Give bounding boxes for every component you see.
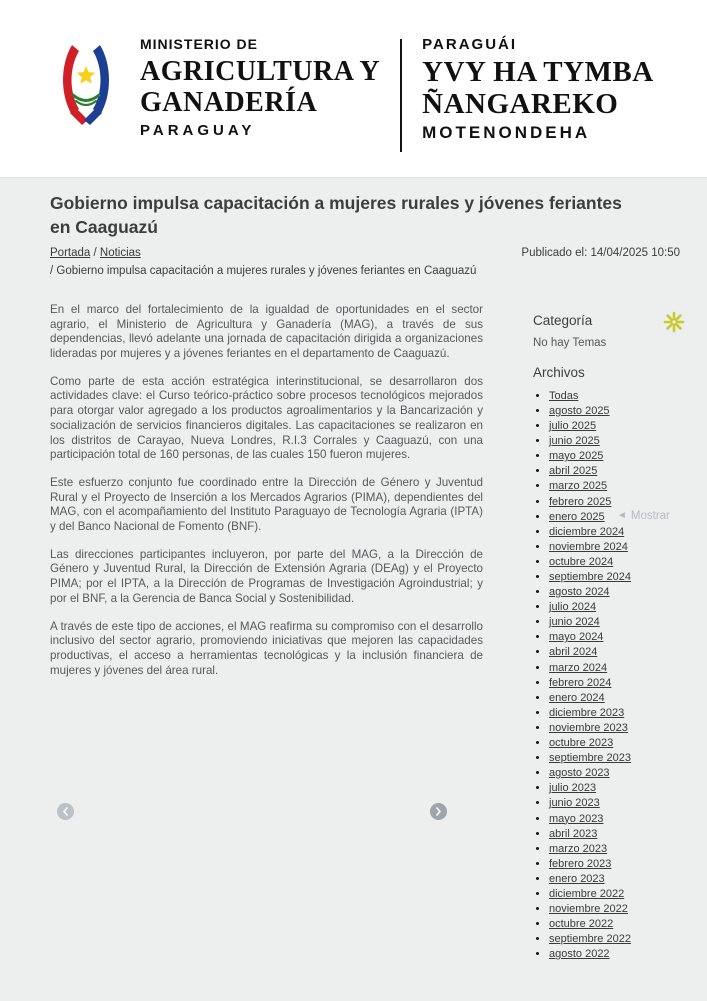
archive-link[interactable]: enero 2023 <box>549 872 605 885</box>
mostrar-tooltip <box>614 509 673 523</box>
archive-link[interactable]: agosto 2025 <box>549 404 610 417</box>
article-body <box>50 303 483 963</box>
header-divider <box>400 39 402 152</box>
archive-link[interactable]: marzo 2025 <box>549 480 608 493</box>
archive-link[interactable]: agosto 2023 <box>549 767 610 780</box>
ministry-name-line1: AGRICULTURA Y <box>140 56 381 87</box>
archive-item <box>549 479 680 494</box>
chevron-right-icon <box>435 807 442 816</box>
asterisk-icon <box>662 310 686 334</box>
archive-link[interactable]: junio 2023 <box>549 797 600 810</box>
archive-link[interactable]: octubre 2024 <box>549 555 614 568</box>
archive-link[interactable]: marzo 2023 <box>549 842 608 855</box>
archive-item <box>549 676 680 691</box>
breadcrumb-section-link[interactable]: Noticias <box>99 247 141 260</box>
archive-link[interactable]: septiembre 2022 <box>549 933 631 946</box>
breadcrumb-separator: / <box>93 247 97 260</box>
category-empty-text: No hay Temas <box>533 336 607 349</box>
archive-item <box>549 691 680 706</box>
archive-item <box>549 630 680 645</box>
breadcrumb-current-label: Gobierno impulsa capacitación a mujeres rurales y jóvenes feriantes en Caaguazú <box>56 265 477 278</box>
content-columns <box>50 303 680 963</box>
archive-link[interactable]: abril 2025 <box>549 465 598 478</box>
chevron-left-icon <box>62 807 69 816</box>
archive-link[interactable]: noviembre 2024 <box>549 540 628 553</box>
archive-item <box>549 827 680 842</box>
tooltip-label: Mostrar <box>630 510 670 522</box>
archive-link[interactable]: junio 2025 <box>549 435 600 448</box>
archive-item <box>549 495 680 510</box>
archive-link[interactable]: abril 2024 <box>549 646 598 659</box>
archive-link[interactable]: febrero 2024 <box>549 676 612 689</box>
archive-item <box>549 464 680 479</box>
breadcrumb-first-line <box>50 247 141 259</box>
archive-item <box>549 615 680 630</box>
coat-of-arms-logo <box>56 38 116 132</box>
archive-link[interactable]: septiembre 2023 <box>549 752 631 765</box>
archive-item <box>549 706 680 721</box>
archive-link[interactable]: diciembre 2024 <box>549 525 625 538</box>
accessibility-widget-button[interactable] <box>662 310 686 334</box>
article-paragraph: A través de este tipo de acciones, el MAG reafirma su compromiso con el desarrollo inclusivo del sector agrario, promoviendo iniciativas que mejoren las capacidades productivas, el acceso a herramientas tecnológicas y la inclusión financiera de mujeres y jóvenes del área rural. <box>50 619 483 677</box>
archive-link[interactable]: junio 2024 <box>549 616 600 629</box>
archive-link[interactable]: agosto 2024 <box>549 586 610 599</box>
archive-link[interactable]: octubre 2022 <box>549 918 614 931</box>
archive-item <box>549 525 680 540</box>
archive-link[interactable]: Todas <box>549 389 579 402</box>
archive-item <box>549 917 680 932</box>
archive-link[interactable]: febrero 2023 <box>549 857 612 870</box>
archive-item <box>549 857 680 872</box>
archives-list <box>533 389 680 963</box>
archive-link[interactable]: octubre 2023 <box>549 737 614 750</box>
article-paragraphs <box>50 303 483 678</box>
archive-item <box>549 736 680 751</box>
archive-link[interactable]: febrero 2025 <box>549 495 612 508</box>
breadcrumb-home-link[interactable]: Portada <box>50 247 91 260</box>
archive-link[interactable]: septiembre 2024 <box>549 571 631 583</box>
archive-link[interactable]: noviembre 2022 <box>549 903 628 916</box>
article-paragraph: En el marco del fortalecimiento de la igualdad de oportunidades en el sector agrario, el Ministerio de Agricultura y Ganadería (MAG), a través de sus dependencias, llevó adelante una jornada de capacitación dirigida a organizaciones lideradas por mujeres y a jóvenes feriantes en el departamento de Caaguazú. <box>50 302 483 360</box>
archive-item <box>549 872 680 887</box>
ministry-top-line: MINISTERIO DE <box>140 36 259 52</box>
guarani-name-line2: ÑANGAREKO <box>422 88 619 120</box>
archive-item <box>549 389 680 404</box>
sidebar <box>533 303 680 963</box>
archive-link[interactable]: agosto 2022 <box>549 948 610 961</box>
article-paragraph: Las direcciones participantes incluyeron, por parte del MAG, a la Dirección de Género y Juventud Rural, la Dirección de Extensión Agraria (DEAg) y el Proyecto PIMA; por el IPTA, a la Dirección de Programas de Investigación Agroindustrial; y por el BNF, a la Gerencia de Banca Social y Sostenibilidad. <box>50 547 483 605</box>
category-heading: Categoría <box>533 312 593 328</box>
archive-link[interactable]: diciembre 2022 <box>549 887 625 900</box>
archive-link[interactable]: julio 2023 <box>549 782 597 795</box>
site-header <box>0 0 707 177</box>
archive-item <box>549 932 680 947</box>
archive-link[interactable]: noviembre 2023 <box>549 721 628 734</box>
archive-item <box>549 661 680 676</box>
ministry-name-line2: GANADERÍA <box>140 87 318 118</box>
archive-link[interactable]: enero 2024 <box>549 691 605 704</box>
archive-item <box>549 645 680 660</box>
archive-link[interactable]: marzo 2024 <box>549 661 608 674</box>
archive-item <box>549 947 680 962</box>
archive-item <box>549 600 680 615</box>
pointer-icon: ◄ <box>617 510 627 521</box>
guarani-wordmark <box>422 36 654 143</box>
archive-link[interactable]: julio 2024 <box>549 601 597 614</box>
archive-item <box>549 419 680 434</box>
archive-link[interactable]: mayo 2023 <box>549 812 604 825</box>
archive-link[interactable]: abril 2023 <box>549 827 598 840</box>
archive-link[interactable]: mayo 2024 <box>549 631 604 644</box>
archive-item <box>549 796 680 811</box>
article-paragraph: Como parte de esta acción estratégica interinstitucional, se desarrollaron dos actividades clave: el Curso teórico-práctico sobre procesos tecnológicos mejorados para otorgar valor agregado a los productos agroalimentarios y la Bancarización y socialización de servicios financieros digitales. Las capacitaciones se realizaron en los distritos de Carayao, Nueva Londres, R.I.3 Corrales y Caaguazú, con una participación total de 160 personas, de las cuales 150 fueron mujeres. <box>50 374 483 462</box>
breadcrumb-separator: / <box>50 265 54 278</box>
archive-item <box>549 842 680 857</box>
archive-item <box>549 404 680 419</box>
archive-item <box>549 751 680 766</box>
guarani-name-line1: YVY HA TYMBA <box>422 56 654 88</box>
archive-item <box>549 766 680 781</box>
page-title: Gobierno impulsa capacitación a mujeres rurales y jóvenes feriantes en Caaguazú <box>50 193 622 237</box>
breadcrumb-current <box>50 263 500 281</box>
meta-row <box>50 245 680 281</box>
archive-item <box>549 540 680 555</box>
prev-button[interactable] <box>57 803 74 820</box>
archive-item <box>549 721 680 736</box>
archive-item <box>549 570 680 585</box>
carousel-nav <box>50 803 483 820</box>
guarani-top-line: PARAGUÁI <box>422 36 518 53</box>
archive-link[interactable]: enero 2025 <box>549 510 605 523</box>
main-content <box>0 177 707 1001</box>
guarani-bottom-line: MOTENONDEHA <box>422 123 591 142</box>
next-button[interactable] <box>430 803 447 820</box>
breadcrumb <box>50 245 500 281</box>
archive-item <box>549 434 680 449</box>
archive-item <box>549 585 680 600</box>
archives-heading: Archivos <box>533 364 585 380</box>
archive-item <box>549 812 680 827</box>
ministry-wordmark <box>140 36 380 139</box>
archive-item <box>549 887 680 902</box>
archive-link[interactable]: mayo 2025 <box>549 450 604 463</box>
ministry-country-line: PARAGUAY <box>140 122 256 139</box>
archive-link[interactable]: diciembre 2023 <box>549 706 625 719</box>
archive-item <box>549 781 680 796</box>
published-date: Publicado el: 14/04/2025 10:50 <box>521 247 680 260</box>
archive-item <box>549 449 680 464</box>
archive-item <box>549 902 680 917</box>
article-paragraph: Este esfuerzo conjunto fue coordinado entre la Dirección de Género y Juventud Rural y el Proyecto de Inserción a los Mercados Agrarios (PIMA), dependientes del MAG, con el acompañamiento del Instituto Paraguayo de Tecnología Agraria (IPTA) y del Banco Nacional de Fomento (BNF). <box>50 475 483 534</box>
archive-item <box>549 555 680 570</box>
archive-link[interactable]: julio 2025 <box>549 420 597 433</box>
